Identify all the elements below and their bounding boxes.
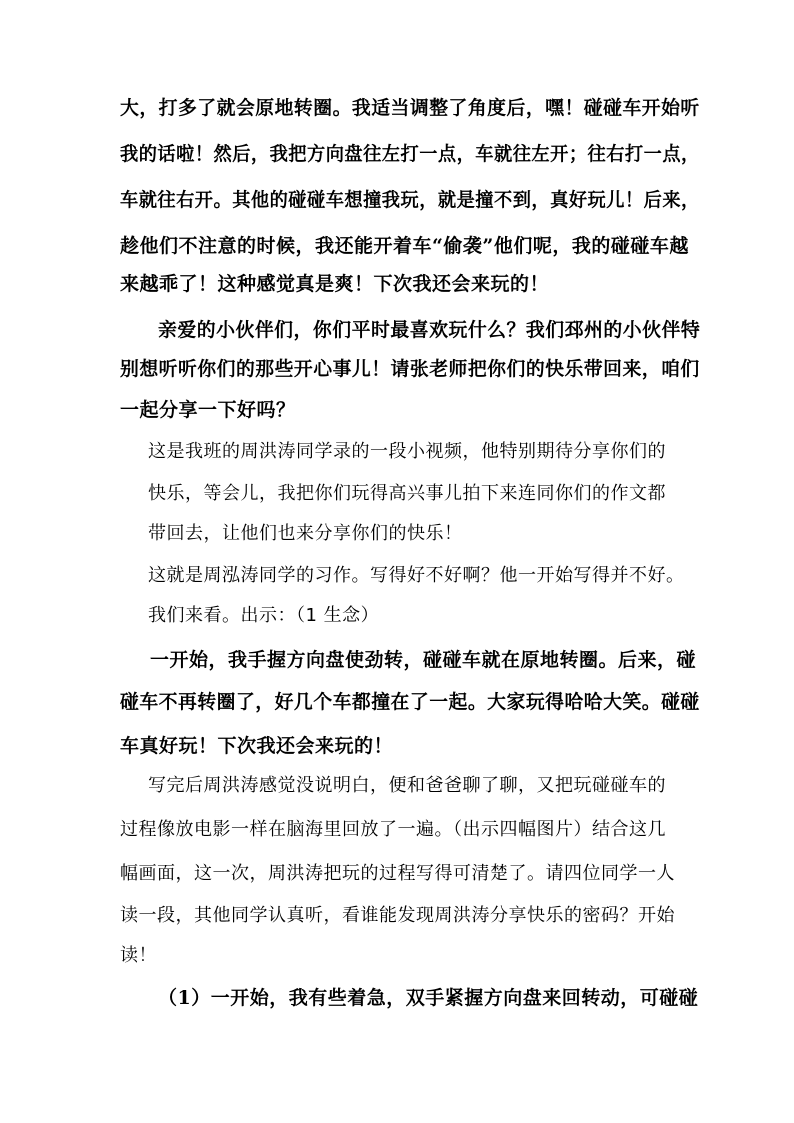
text-line: 写完后周洪涛感觉没说明白，便和爸爸聊了聊，又把玩碰碰车的 bbox=[148, 775, 666, 796]
text-line: 碰车不再转圈了，好几个车都撞在了一起。大家玩得哈哈大笑。碰碰 bbox=[120, 691, 700, 713]
text-line: 我们来看。出示：（1 生念） bbox=[148, 605, 380, 626]
text-line: 趁他们不注意的时候，我还能开着车“偷袭”他们呢，我的碰碰车越 bbox=[120, 235, 689, 257]
text-line: 这就是周泓涛同学的习作。写得好不好啊？他一开始写得并不好。 bbox=[148, 565, 685, 586]
text-line: 读！ bbox=[120, 945, 157, 966]
text-line: 快乐，等会儿，我把你们玩得高兴事儿拍下来连同你们的作文都 bbox=[148, 483, 666, 504]
text-line: 带回去，让他们也来分享你们的快乐！ bbox=[148, 523, 463, 544]
text-line: 读一段，其他同学认真听，看谁能发现周洪涛分享快乐的密码？开始 bbox=[120, 905, 675, 926]
text-line: （1）一开始，我有些着急，双手紧握方向盘来回转动，可碰碰 bbox=[158, 987, 699, 1009]
text-line: 我的话啦！然后，我把方向盘往左打一点，车就往左开；往右打一点， bbox=[120, 143, 700, 165]
text-line: 过程像放电影一样在脑海里回放了一遍。（出示四幅图片）结合这几 bbox=[120, 819, 666, 840]
text-line: 车就往右开。其他的碰碰车想撞我玩，就是撞不到，真好玩儿！后来， bbox=[120, 189, 700, 211]
text-line: 别想听听你们的那些开心事儿！请张老师把你们的快乐带回来，咱们 bbox=[120, 358, 700, 380]
text-line: 一开始，我手握方向盘使劲转，碰碰车就在原地转圈。后来，碰 bbox=[150, 649, 697, 671]
text-line: 来越乖了！这种感觉真是爽！下次我还会来玩的！ bbox=[120, 273, 550, 295]
text-line: 大，打多了就会原地转圈。我适当调整了角度后，嘿！碰碰车开始听 bbox=[120, 97, 700, 119]
text-line: 亲爱的小伙伴们，你们平时最喜欢玩什么？我们邳州的小伙伴特 bbox=[158, 319, 701, 341]
text-line: 车真好玩！下次我还会来玩的！ bbox=[120, 735, 394, 757]
text-line: 这是我班的周洪涛同学录的一段小视频，他特别期待分享你们的 bbox=[148, 441, 666, 462]
text-line: 幅画面，这一次，周洪涛把玩的过程写得可清楚了。请四位同学一人 bbox=[120, 863, 675, 884]
text-line: 一起分享一下好吗？ bbox=[120, 399, 296, 421]
